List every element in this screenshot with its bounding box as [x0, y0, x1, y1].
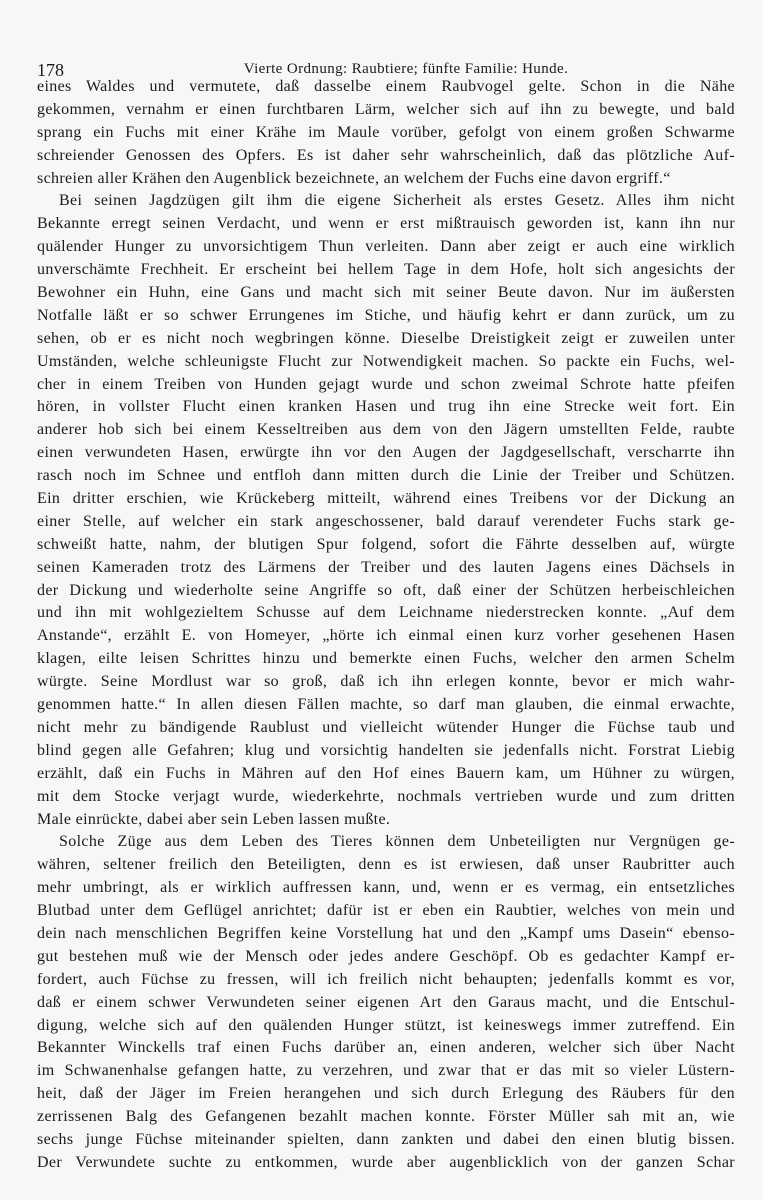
text-line: Bekannte erregt seinen Verdacht, und wenn er erst mißtrauisch geworden ist, kann ihn nur	[37, 215, 735, 233]
text-line: im Schwanenhalse gefangen hatte, zu verzehren, und zwar that er das mit so vieler Lüstern-	[37, 1062, 735, 1080]
text-line: und ihn mit wohlgezieltem Schusse auf dem Leichname niederstrecken konnte. „Auf dem	[37, 604, 735, 622]
text-line: schweißt hatte, nahm, der blutigen Spur folgend, sofort die Fährte desselben auf, würgte	[37, 535, 735, 553]
text-line: gekommen, vernahm er einen furchtbaren Lärm, welcher sich auf ihn zu bewegte, und bald	[37, 100, 735, 118]
text-line: schreiender Genossen des Opfers. Es ist daher sehr wahrscheinlich, daß das plötzliche Auf-	[37, 146, 735, 164]
text-line: Blutbad unter dem Geflügel anrichtet; dafür ist er eben ein Raubtier, welches von mein und	[37, 902, 735, 920]
text-line: einer Stelle, auf welcher ein stark angeschossener, bald darauf verendeter Fuchs stark ge-	[37, 512, 735, 530]
text-line: daß er einem schwer Verwundeten seiner eigenen Art den Garaus macht, und die Entschul-	[37, 993, 735, 1011]
text-line: währen, seltener freilich den Beteiligten, denn es ist erwiesen, daß unser Raubritter auch	[37, 856, 735, 874]
text-line: Bewohner ein Huhn, eine Gans und macht sich mit seiner Beute davon. Nur im äußersten	[37, 284, 735, 302]
text-line: einen verwundeten Hasen, erwürgte ihn vor den Augen der Jagdgesellschaft, verscharrte ihn	[37, 444, 735, 462]
body-text	[37, 76, 735, 1175]
text-line: Anstande“, erzählt E. von Homeyer, „hörte ich einmal einen kurz vorher gesehenen Hasen	[37, 627, 735, 645]
text-line: Der Verwundete suchte zu entkommen, wurde aber augenblicklich von der ganzen Schar	[37, 1153, 735, 1171]
text-line: eines Waldes und vermutete, daß dasselbe einem Raubvogel gelte. Schon in die Nähe	[37, 78, 735, 95]
text-line: rasch noch im Schnee und entfloh dann mitten durch die Linie der Treiber und Schützen.	[37, 467, 735, 485]
text-line: der Dickung und wiederholte seine Angriffe so oft, daß einer der Schützen herbeischleichen	[37, 581, 735, 599]
text-line: quälender Hunger zu unvorsichtigem Thun verleiten. Dann aber zeigt er auch eine wirklich	[37, 238, 735, 256]
text-line: klagen, eilte leisen Schrittes hinzu und bemerkte einen Fuchs, welcher den armen Schelm	[37, 650, 735, 668]
text-line: erzählt, daß ein Fuchs in Mähren auf den Hof eines Bauern kam, um Hühner zu würgen,	[37, 764, 735, 782]
text-line: anderer hob sich bei einem Kesseltreiben aus dem von den Jägern umstellten Felde, raubte	[37, 421, 735, 439]
text-line: sehen, ob er es nicht noch wegbringen könne. Dieselbe Dreistigkeit zeigt er zuweilen unter	[37, 329, 735, 347]
text-line: heit, daß der Jäger im Freien herangehen und sich durch Erlegung des Räubers für den	[37, 1085, 735, 1103]
text-line: sechs junge Füchse miteinander spielten, dann zankten und dabei den einen blutig bissen.	[37, 1130, 735, 1148]
running-head: Vierte Ordnung: Raubtiere; fünfte Familie: Hunde.	[243, 61, 569, 77]
text-line: nicht mehr zu bändigende Raublust und vielleicht wütender Hunger die Füchse taub und	[37, 718, 735, 736]
text-line: schreien aller Krähen den Augenblick bezeichnete, an welchem der Fuchs eine davon ergriff.“	[37, 169, 671, 187]
text-line: blind gegen alle Gefahren; klug und vorsichtig handelten sie jedenfalls nicht. Forstrat Liebig	[37, 741, 735, 759]
text-line: seinen Kameraden trotz des Lärmens der Treiber und des lauten Jagens eines Dächsels in	[37, 558, 735, 576]
text-line: Male einrückte, dabei aber sein Leben lassen mußte.	[37, 810, 391, 828]
text-line: Bei seinen Jagdzügen gilt ihm die eigene Sicherheit als erstes Gesetz. Alles ihm nicht	[59, 192, 735, 210]
text-line: hören, in vollster Flucht einen kranken Hasen und trug ihn eine Strecke weit fort. Ein	[37, 398, 735, 416]
text-line: zerrissenen Balg des Gefangenen bezahlt machen konnte. Förster Müller sah mit an, wie	[37, 1108, 735, 1126]
text-line: genommen hatte.“ In allen diesen Fällen machte, so darf man glauben, die einmal erwachte,	[37, 696, 735, 714]
text-line: würgte. Seine Mordlust war so groß, daß ich ihn erlegen konnte, bevor er mich wahr-	[37, 673, 735, 691]
text-line: mehr umbringt, als er wirklich auffressen kann, und, wenn er es vermag, ein entsetzliches	[37, 879, 735, 897]
page-number: 178	[37, 60, 64, 80]
text-line: Notfalle läßt er so schwer Errungenes im Stiche, und häufig kehrt er dann zurück, um zu	[37, 306, 735, 324]
text-line: sprang ein Fuchs mit einer Krähe im Maule vorüber, gefolgt von einem großen Schwarme	[37, 123, 735, 141]
text-line: mit dem Stocke verjagt wurde, wiederkehrte, nochmals vertrieben wurde und zum dritten	[37, 787, 735, 805]
text-line: cher in einem Treiben von Hunden gejagt wurde und schon zweimal Schrote hatte pfeifen	[37, 375, 735, 393]
text-line: dein nach menschlichen Begriffen keine Vorstellung hat und den „Kampf ums Dasein“ ebenso-	[37, 924, 735, 942]
text-line: gut bestehen muß wie der Mensch oder jedes andere Geschöpf. Ob es gedachter Kampf er-	[37, 947, 735, 965]
text-line: Ein dritter erschien, wie Krückeberg mitteilt, während eines Treibens vor der Dickung an	[37, 490, 735, 508]
text-line: unverschämte Frechheit. Er erscheint bei hellem Tage in dem Hofe, holt sich angesichts der	[37, 261, 735, 279]
text-line: Umständen, welche schleunigste Flucht zur Notwendigkeit machen. So packte ein Fuchs, wel-	[37, 352, 735, 370]
text-line: fordert, auch Füchse zu fressen, will ich freilich nicht behaupten; jedenfalls kommt es vor,	[37, 970, 735, 988]
text-line: digung, welche sich auf den quälenden Hunger stützt, ist keineswegs immer zutreffend. Ein	[37, 1016, 735, 1034]
text-line: Bekannter Winckells traf einen Fuchs darüber an, einen anderen, welcher sich über Nacht	[37, 1039, 735, 1057]
text-line: Solche Züge aus dem Leben des Tieres können dem Unbeteiligten nur Vergnügen ge-	[59, 833, 735, 851]
